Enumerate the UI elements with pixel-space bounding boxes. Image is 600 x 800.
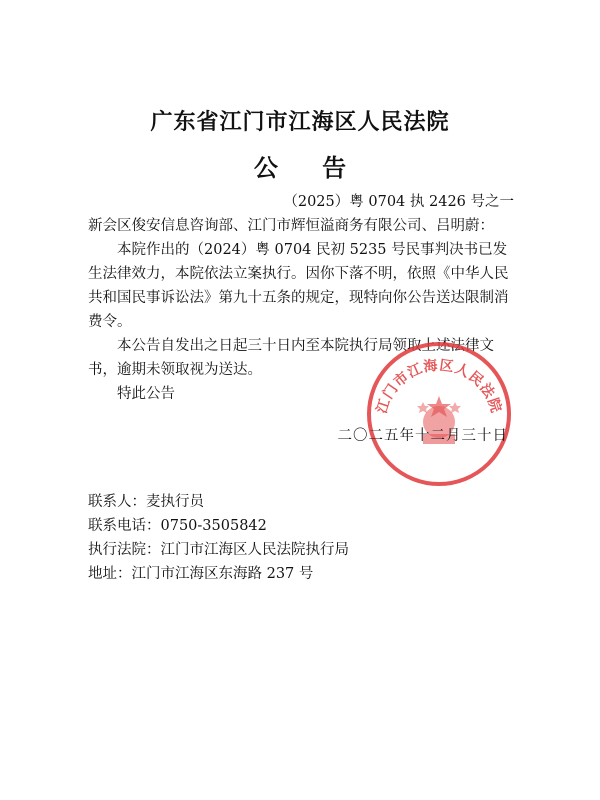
notice-title: 公 告: [253, 153, 365, 182]
court-name-heading: 广东省江门市江海区人民法院: [150, 109, 450, 135]
closing-phrase: 特此公告: [117, 386, 175, 402]
executing-court: 执行法院：江门市江海区人民法院执行局: [88, 542, 349, 558]
body-paragraph-1: 本院作出的（2024）粤 0704 民初 5235 号民事判决书已发生法律效力，本院依法立案执行。因你下落不明，依照《中华人民共和国民事诉讼法》第九十五条的规定，现特向你公告送达限制消费令。: [88, 242, 509, 330]
contact-phone: 联系电话：0750-3505842: [88, 518, 267, 534]
contact-person: 联系人：麦执行员: [88, 494, 204, 510]
court-address: 地址：江门市江海区东海路 237 号: [88, 566, 314, 582]
body-paragraph-2: 本公告自发出之日起三十日内至本院执行局领取上述法律文书，逾期未领取视为送达。: [88, 338, 494, 378]
seal-text: 江门市江海区人民法院: [373, 357, 505, 416]
issue-date: 二〇二五年十二月三十日: [337, 428, 508, 444]
addressee: 新会区俊安信息咨询部、江门市辉恒溢商务有限公司、吕明蔚：: [88, 218, 494, 234]
case-number: （2025）粤 0704 执 2426 号之一: [283, 194, 514, 210]
court-seal-stamp: [365, 340, 513, 488]
